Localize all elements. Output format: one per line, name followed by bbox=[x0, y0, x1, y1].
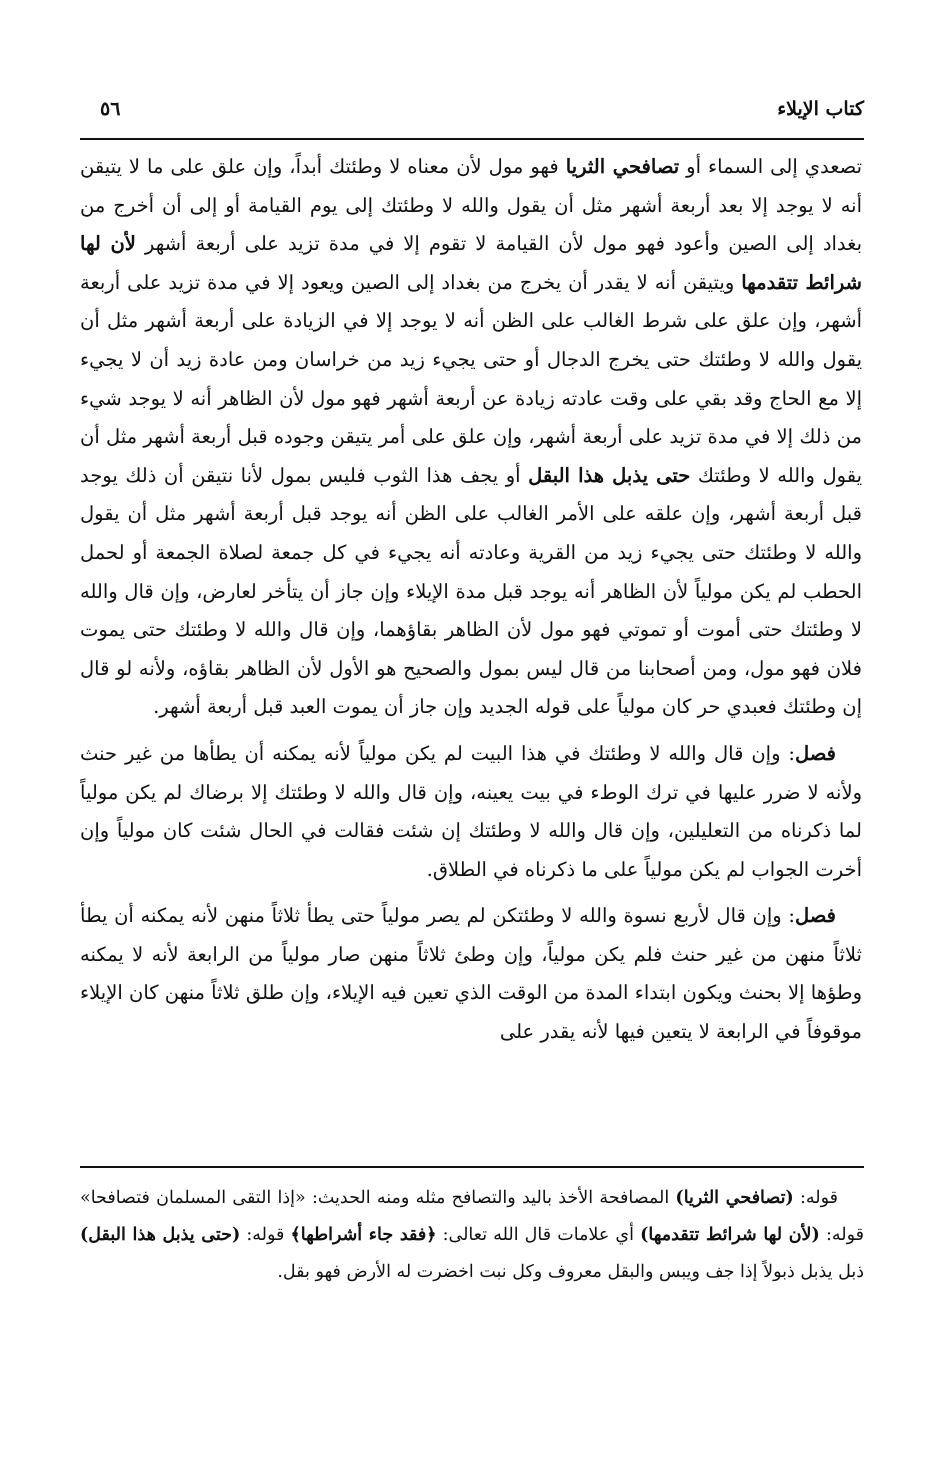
header-divider bbox=[80, 138, 864, 140]
text-run: قوله: bbox=[240, 1225, 291, 1245]
text-run: المصافحة الأخذ باليد والتصافح مثله ومنه الحديث: «إذا التقى المسلمان فتصافحا» قوله: bbox=[80, 1188, 864, 1245]
text-run: : وإن قال والله لا وطئتك في هذا البيت لم يكن مولياً لأنه يمكنه أن يطأها من غير حنث ولأنه لا ضرر عليها في ترك الوطء في بيت يعينه، وإن قال والله لا وطئتك إلا برضاك لم يكن مولياً لما ذكرناه من التعليلين، وإن قال والله لا وطئتك إن شئت فقالت في الحال شئت كان مولياً وإن أخرت الجواب لم يكن مولياً على ما ذكرناه في الطلاق. bbox=[80, 741, 862, 881]
paragraph-1 bbox=[80, 148, 862, 727]
chapter-title: كتاب الإيلاء bbox=[777, 98, 864, 120]
text-run: أي علامات قال الله تعالى: bbox=[436, 1225, 641, 1245]
bold-term: حتى يذبل هذا البقل bbox=[528, 463, 691, 487]
section-label: فصل bbox=[795, 904, 836, 928]
text-run: : وإن قال لأربع نسوة والله لا وطئتكن لم يصر مولياً حتى يطأ ثلاثاً منهن لأنه يمكنه أن يطأ ثلاثاً منهن من غير حنث فلم يكن مولياً، وإن وطئ ثلاثاً منهن صار مولياً من الرابعة لأنه لا يمكنه وطؤها إلا بحنث ويكون ابتداء المدة من الوقت الذي تعين فيه الإيلاء، وإن طلق ثلاثاً منهن كان الإيلاء موقوفاً في الرابعة لا يتعين فيها لأنه يقدر على bbox=[80, 904, 862, 1044]
bold-term: لأن لها شرائط تتقدمها bbox=[80, 232, 862, 294]
bold-term: تصافحي الثريا bbox=[565, 155, 680, 178]
quran-quote: ﴿فقد جاء أشراطها﴾ bbox=[290, 1225, 437, 1245]
running-header bbox=[100, 92, 864, 132]
footnotes bbox=[80, 1180, 864, 1291]
text-run: ويتيقن أنه لا يقدر أن يخرج من بغداد إلى الصين ويعود إلا في مدة تزيد على أربعة أشهر، وإن علق على شرط الغالب على الظن أنه لا يوجد إلا في الزيادة على أربعة أشهر مثل أن يقول والله لا وطئتك حتى يخرج الدجال أو حتى يجيء زيد من خراسان ومن عادة زيد أن لا يجيء إلا مع الحاج وقد بقي على وقت عادته زيادة عن أربعة أشهر فهو مول لأن الظاهر أنه لا يوجد شيء من ذلك إلا في مدة تزيد على أربعة أشهر، وإن علق على أمر يتيقن وجوده قبل أربعة أشهر مثل أن يقول والله لا وطئتك bbox=[80, 270, 862, 487]
paragraph-3 bbox=[80, 897, 862, 1051]
footnote-divider bbox=[80, 1166, 864, 1168]
main-text bbox=[80, 148, 862, 1052]
text-run: قوله: bbox=[793, 1188, 838, 1208]
text-run: أو يجف هذا الثوب فليس بمول لأنا نتيقن أن ذلك يوجد قبل أربعة أشهر، وإن علقه على الأمر الغالب على الظن أنه يوجد قبل أربعة أشهر مثل أن يقول والله لا وطئتك حتى يجيء زيد من القرية وعادته أنه يجيء في كل جمعة لصلاة الجمعة أو لحمل الحطب لم يكن مولياً لأن الظاهر أنه يوجد قبل مدة الإيلاء وإن جاز أن يتأخر لعارض، وإن قال والله لا وطئتك حتى أموت أو تموتي فهو مول لأن الظاهر بقاؤهما، وإن قال والله لا وطئتك حتى يموت فلان فهو مول، ومن أصحابنا من قال ليس بمول والصحيح هو الأول لأن الظاهر بقاؤه، ولأنه لو قال إن وطئتك فعبدي حر كان مولياً على قوله الجديد وإن جاز أن يموت العبد قبل أربعة أشهر. bbox=[80, 463, 862, 719]
text-run: تصعدي إلى السماء أو bbox=[679, 155, 862, 178]
section-label: فصل bbox=[795, 741, 836, 765]
bold-term: (تصافحي الثريا) bbox=[675, 1188, 794, 1208]
paragraph-2 bbox=[80, 735, 862, 889]
footnote-paragraph bbox=[80, 1180, 864, 1291]
bold-term: (لأن لها شرائط تتقدمها) bbox=[640, 1225, 820, 1245]
text-run: فهو مول لأن معناه لا وطئتك أبداً، وإن علق على ما لا يتيقن أنه لا يوجد إلا بعد أربعة أشهر مثل أن يقول والله لا وطئتك إلى يوم القيامة أو إلى أن أخرج من بغداد إلى الصين وأعود فهو مول لأن القيامة لا تقوم إلا في مدة تزيد على أربعة أشهر bbox=[80, 155, 862, 256]
page-number: ٥٦ bbox=[100, 98, 121, 120]
bold-term: (حتى يذبل هذا البقل) bbox=[80, 1225, 241, 1245]
text-run: ذبل يذبل ذبولاً إذا جف ويبس والبقل معروف وكل نبت اخضرت له الأرض فهو بقل. bbox=[277, 1262, 864, 1282]
